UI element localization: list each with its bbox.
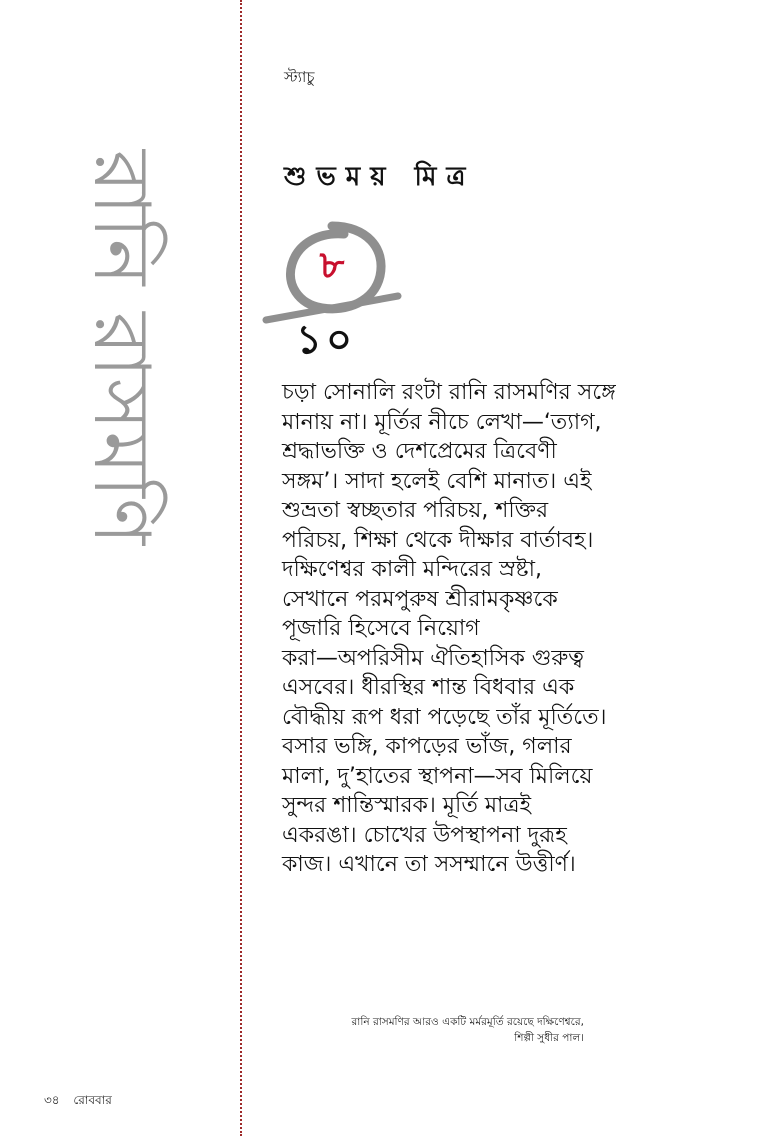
body-line: দক্ষিণেশ্বর কালী মন্দিরের স্রষ্টা, [282,557,542,582]
caption-line: রানি রাসমণির আরও একটি মর্মরমূর্তি রয়েছে দক্ষিণেশ্বরে, [351,1016,584,1028]
body-line: মানায় না। মূর্তির নীচে লেখা—‘ত্যাগ, [282,409,602,435]
page-footer [44,1092,112,1112]
body-line: শ্রদ্ধাভক্তি ও দেশপ্রেমের ত্রিবেণী [282,439,557,464]
body-line: কাজ। এখানে তা সসম্মানে উত্তীর্ণ। [282,852,576,877]
caption-line: শিল্পী সুধীর পাল। [514,1032,584,1044]
body-line: পরিচয়, শিক্ষা থেকে দীক্ষার বার্তাবহ। [282,527,594,553]
review-body [282,378,752,880]
column-divider [240,0,242,1136]
rating-badge [262,212,402,362]
rating-score: ৮ [319,243,345,287]
page-number: ৩৪ [44,1093,60,1107]
body-line: চড়া সোনালি রংটা রানি রাসমণির সঙ্গে [282,380,616,405]
body-line: একরঙা। চোখের উপস্থাপনা দুরূহ [282,822,567,848]
body-line: মালা, দু’হাতের স্থাপনা—সব মিলিয়ে [282,763,593,789]
body-line: শুভ্রতা স্বচ্ছতার পরিচয়, শক্তির [282,498,549,523]
body-line: সুন্দর শান্তিস্মারক। মূর্তি মাত্রই [282,793,532,818]
body-line: এসবের। ধীরস্থির শান্ত বিধবার এক [282,675,575,700]
body-line: বসার ভঙ্গি, কাপড়ের ভাঁজ, গলার [282,734,572,759]
vertical-title: রানি রাসমণি [76,150,166,547]
body-line: করা—অপরিসীম ঐতিহাসিক গুরুত্ব [282,645,584,671]
photo-caption [352,1014,584,1046]
rating-max: ১০ [296,317,356,363]
body-line: সেখানে পরমপুরুষ শ্রীরামকৃষ্ণকে [282,586,558,612]
body-line: পূজারি হিসেবে নিয়োগ [282,616,480,641]
author-name: শুভময় মিত্র [284,162,476,192]
publication-name: রোববার [73,1093,112,1107]
section-label: স্ট্যাচু [284,68,315,86]
body-line: সঙ্গম’। সাদা হলেই বেশি মানাত। এই [282,468,592,494]
body-line: বৌদ্ধীয় রূপ ধরা পড়েছে তাঁর মূর্তিতে। [282,704,607,730]
